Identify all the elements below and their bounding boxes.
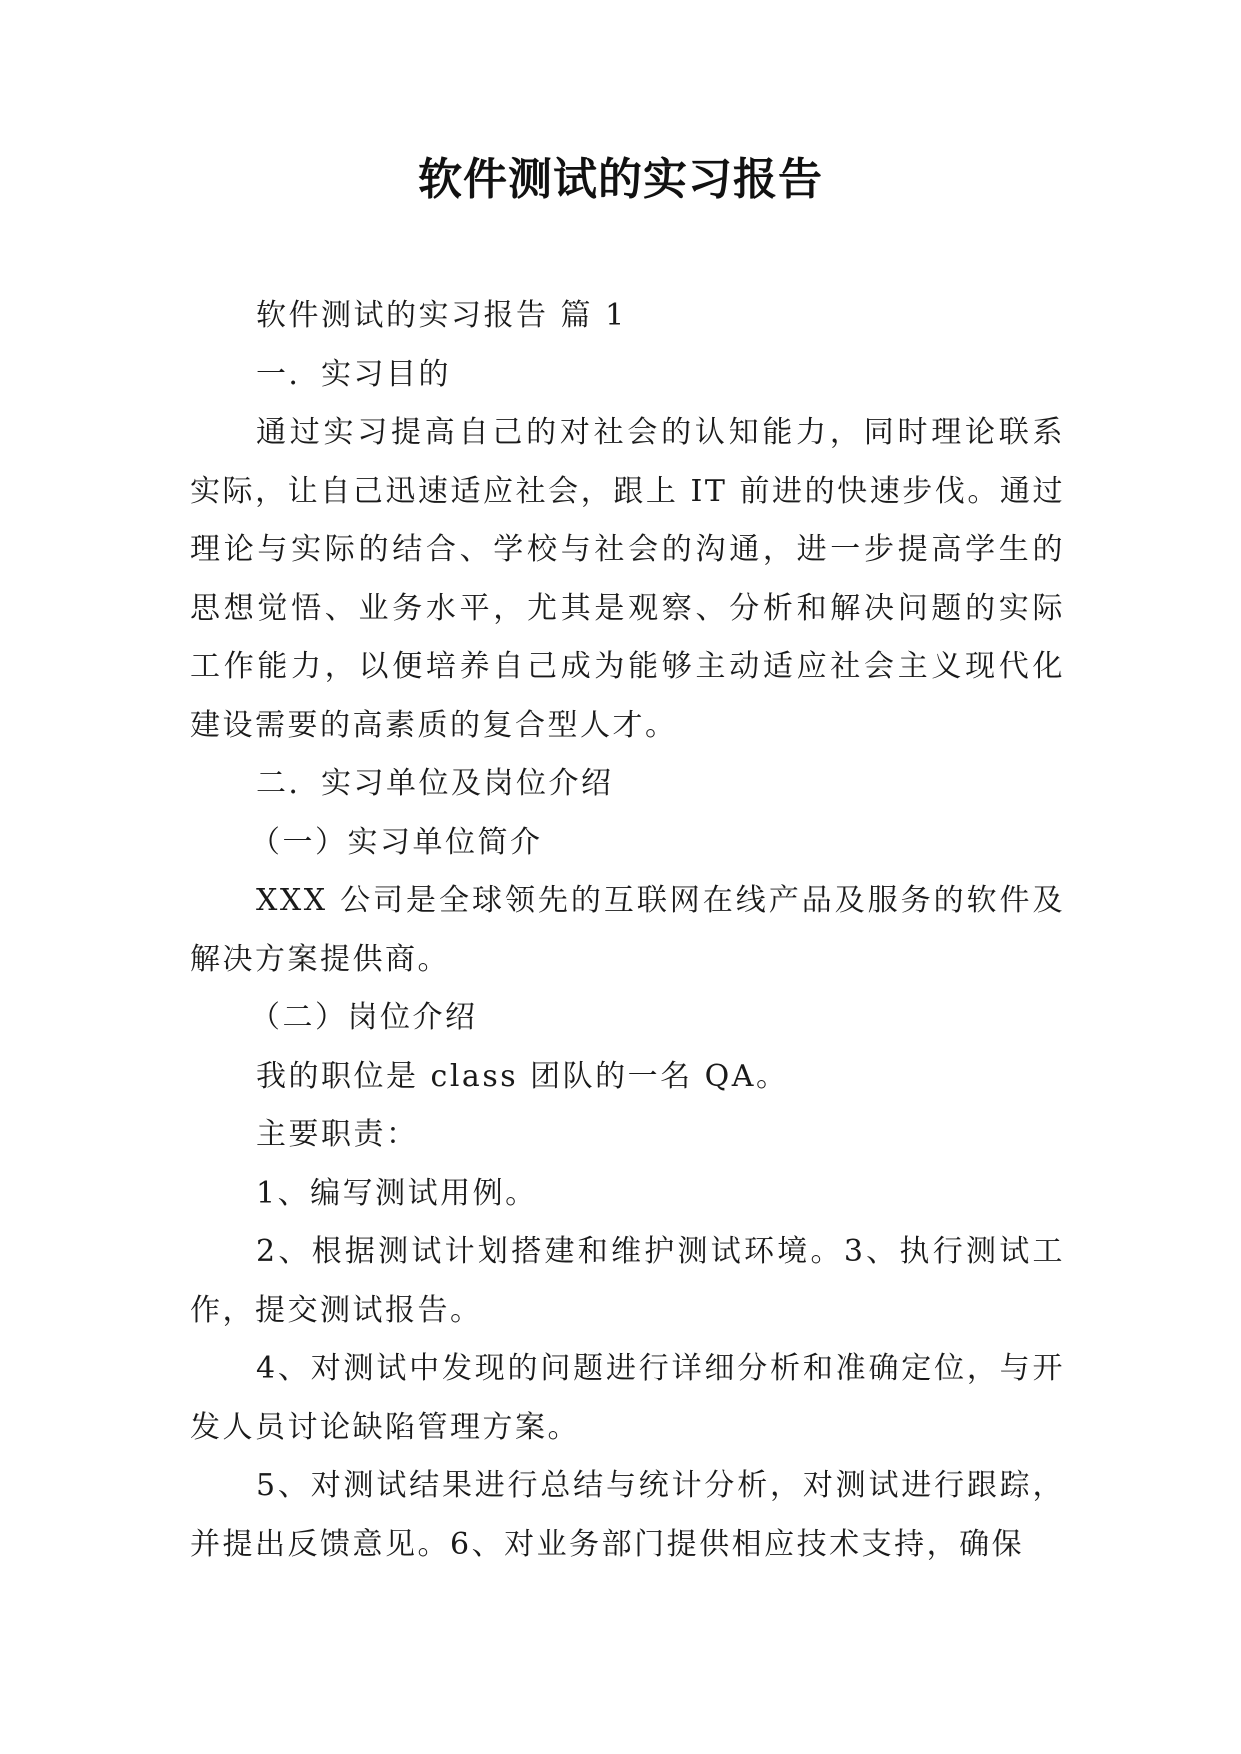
document-title: 软件测试的实习报告 — [418, 154, 823, 205]
subheading-unit-intro: （一）实习单位简介 — [250, 824, 543, 860]
heading-unit-and-position: 二．实习单位及岗位介绍 — [256, 766, 614, 801]
heading-internship-purpose: 一．实习目的 — [256, 356, 451, 392]
duty-item-1: 1、编写测试用例。 — [256, 1175, 538, 1211]
duty-item-4: 4、对测试中发现的问题进行详细分析和准确定位，与开发人员讨论缺陷管理方案。 — [190, 1351, 1065, 1445]
paragraph-purpose: 通过实习提高自己的对社会的认知能力，同时理论联系实际，让自己迅速适应社会，跟上 IT 前进的快速步伐。通过理论与实际的结合、学校与社会的沟通，进一步提高学生的思想觉悟、业务水平，尤其是观察、分析和解决问题的实际工作能力，以便培养自己成为能够主动适应社会主义现代化建设需要的高素质的复合型人才。 — [190, 415, 1065, 743]
duty-item-2-3: 2、根据测试计划搭建和维护测试环境。3、执行测试工作，提交测试报告。 — [190, 1234, 1065, 1328]
paragraph-company-intro: XXX 公司是全球领先的互联网在线产品及服务的软件及解决方案提供商。 — [190, 883, 1065, 977]
label-main-duties: 主要职责： — [256, 1117, 419, 1152]
duty-item-5-6: 5、对测试结果进行总结与统计分析，对测试进行跟踪，并提出反馈意见。6、对业务部门提供相应技术支持，确保 — [190, 1468, 1065, 1562]
section-heading-part1: 软件测试的实习报告 篇 1 — [256, 298, 627, 333]
subheading-position-intro: （二）岗位介绍 — [250, 1000, 478, 1035]
paragraph-my-position: 我的职位是 class 团队的一名 QA。 — [256, 1058, 789, 1094]
document-body — [190, 287, 1065, 1574]
